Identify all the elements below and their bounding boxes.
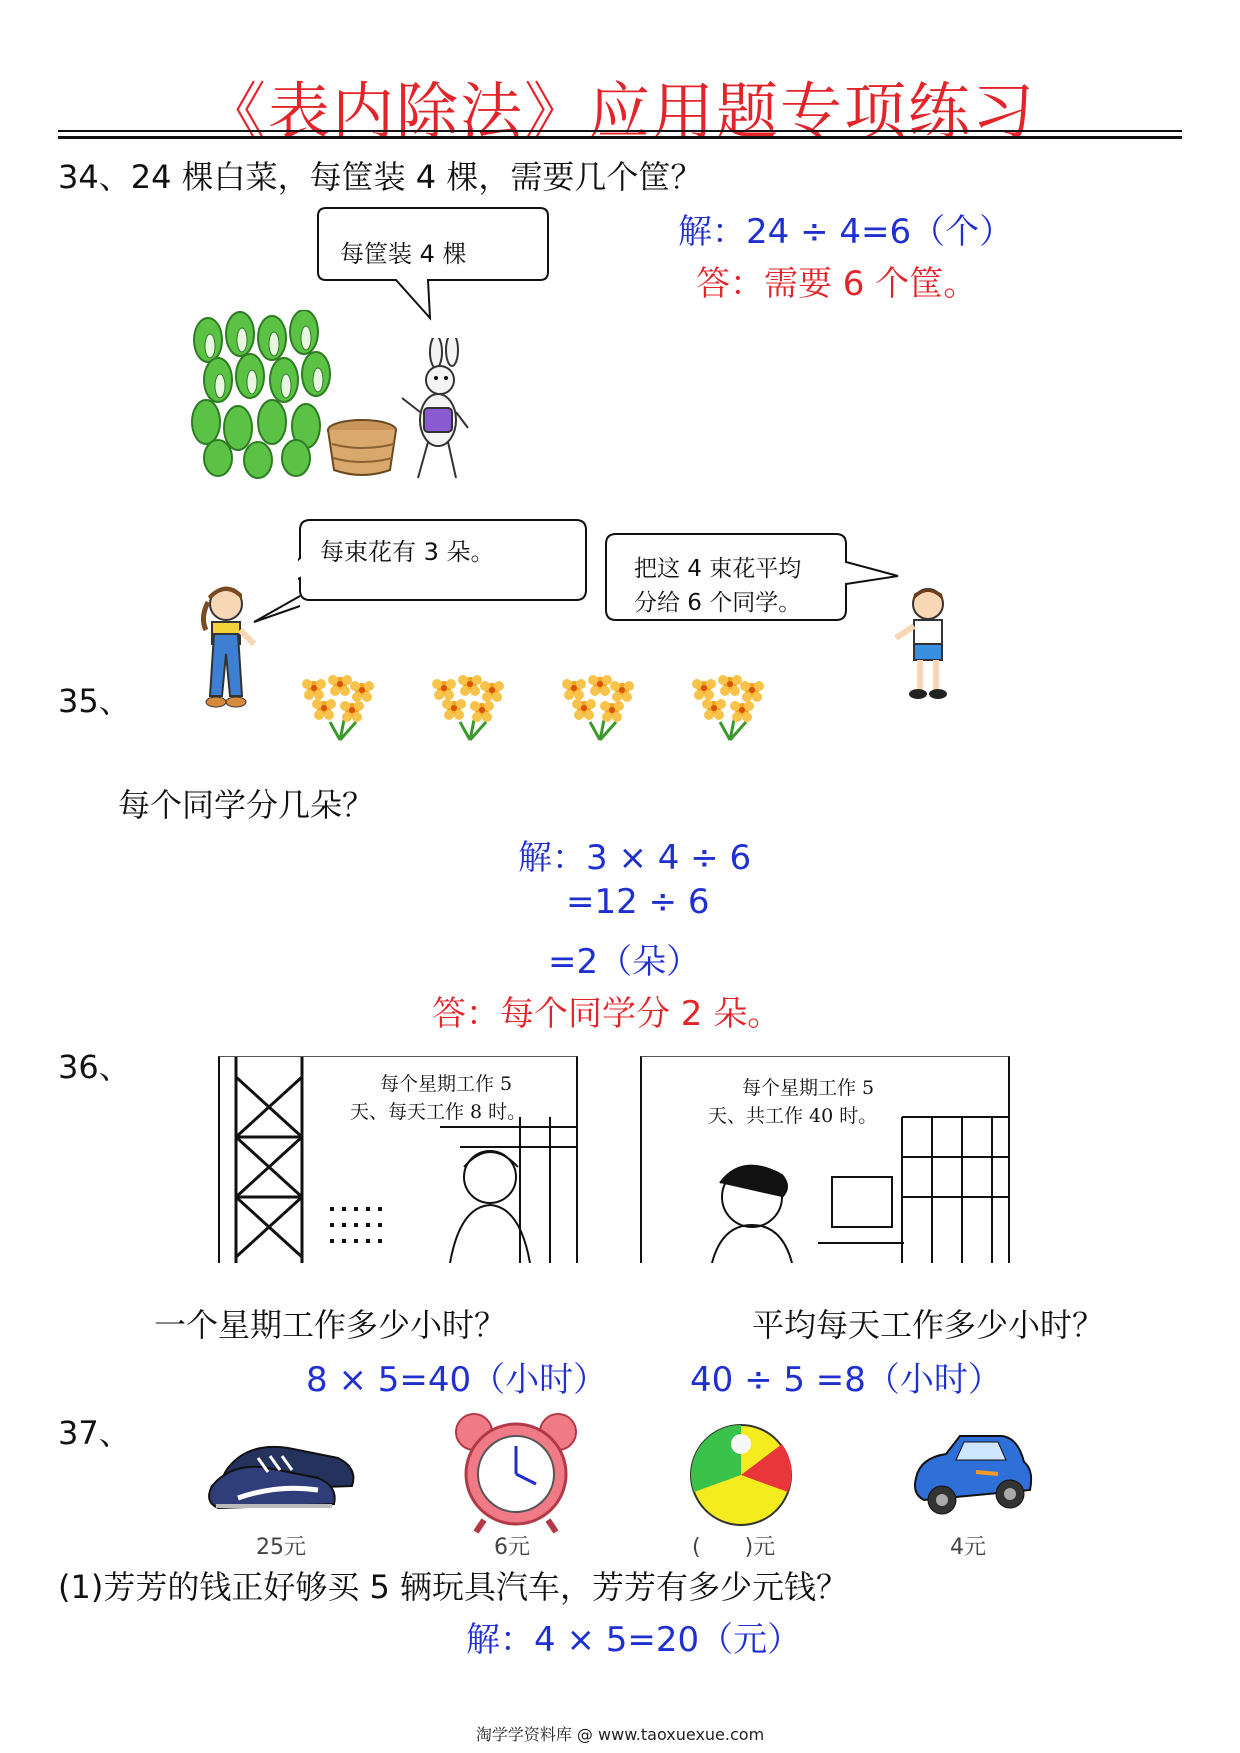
q37-question: (1)芳芳的钱正好够买 5 辆玩具汽车，芳芳有多少元钱？ bbox=[58, 1568, 849, 1606]
alarm-clock-illustration bbox=[448, 1410, 584, 1538]
clock-price: 6元 bbox=[494, 1535, 530, 1560]
q35-left-speech-bubble bbox=[298, 518, 590, 646]
boy-illustration bbox=[888, 584, 958, 708]
q35-solution-line3: =2（朵） bbox=[548, 942, 701, 982]
q34-bubble-text: 每筐装 4 棵 bbox=[340, 240, 467, 268]
page-title: 《表内除法》应用题专项练习 bbox=[203, 75, 1036, 148]
title-rule-bottom bbox=[58, 136, 1182, 139]
footer-watermark: 淘学学资料库 @ www.taoxuexue.com bbox=[475, 1725, 765, 1744]
q35-left-bubble-text: 每束花有 3 朵。 bbox=[320, 538, 495, 566]
q36-left-picture bbox=[218, 1056, 578, 1263]
q36-question-right: 平均每天工作多少小时？ bbox=[752, 1306, 1105, 1344]
basket-illustration bbox=[324, 418, 400, 482]
q36-left-picture-line1: 每个星期工作 5 bbox=[380, 1073, 513, 1095]
q35-solution-line2: =12 ÷ 6 bbox=[566, 882, 710, 922]
ball-price: ( )元 bbox=[692, 1535, 776, 1560]
q36-right-picture bbox=[640, 1056, 1010, 1263]
q36-left-picture-line2: 天、每天工作 8 时。 bbox=[350, 1101, 527, 1123]
q36-solution-left: 8 × 5=40（小时） bbox=[306, 1360, 608, 1400]
q36-question-left: 一个星期工作多少小时？ bbox=[154, 1306, 507, 1344]
q35-number: 35、 bbox=[58, 682, 131, 720]
rabbit-illustration bbox=[396, 338, 476, 492]
shoes-price: 25元 bbox=[256, 1535, 306, 1560]
q36-right-picture-line2: 天、共工作 40 时。 bbox=[708, 1105, 878, 1127]
q36-number: 36、 bbox=[58, 1048, 131, 1086]
q34-answer: 答：需要 6 个筐。 bbox=[696, 264, 978, 304]
q36-solution-right: 40 ÷ 5 =8（小时） bbox=[690, 1360, 1002, 1400]
q35-solution-line1: 解：3 × 4 ÷ 6 bbox=[518, 838, 752, 878]
q37-number: 37、 bbox=[58, 1414, 131, 1452]
q35-right-speech-bubble bbox=[604, 532, 904, 632]
q35-right-bubble-line1: 把这 4 束花平均 bbox=[634, 556, 802, 582]
ball-illustration bbox=[688, 1422, 794, 1532]
shoes-illustration bbox=[208, 1428, 364, 1522]
toy-car-illustration bbox=[906, 1428, 1036, 1528]
q34-solution: 解：24 ÷ 4=6（个） bbox=[678, 212, 1014, 252]
q36-right-picture-line1: 每个星期工作 5 bbox=[742, 1077, 875, 1099]
q35-question: 每个同学分几朵？ bbox=[118, 786, 375, 824]
car-price: 4元 bbox=[950, 1535, 986, 1560]
q34-question: 34、24 棵白菜，每筐装 4 棵，需要几个筐？ bbox=[58, 158, 703, 196]
q37-solution: 解：4 × 5=20（元） bbox=[466, 1620, 802, 1660]
q35-answer: 答：每个同学分 2 朵。 bbox=[432, 994, 782, 1034]
girl-illustration bbox=[196, 584, 266, 718]
title-rule-top bbox=[58, 130, 1182, 132]
flower-bunches-illustration bbox=[300, 672, 780, 746]
q35-right-bubble-line2: 分给 6 个同学。 bbox=[634, 590, 802, 616]
